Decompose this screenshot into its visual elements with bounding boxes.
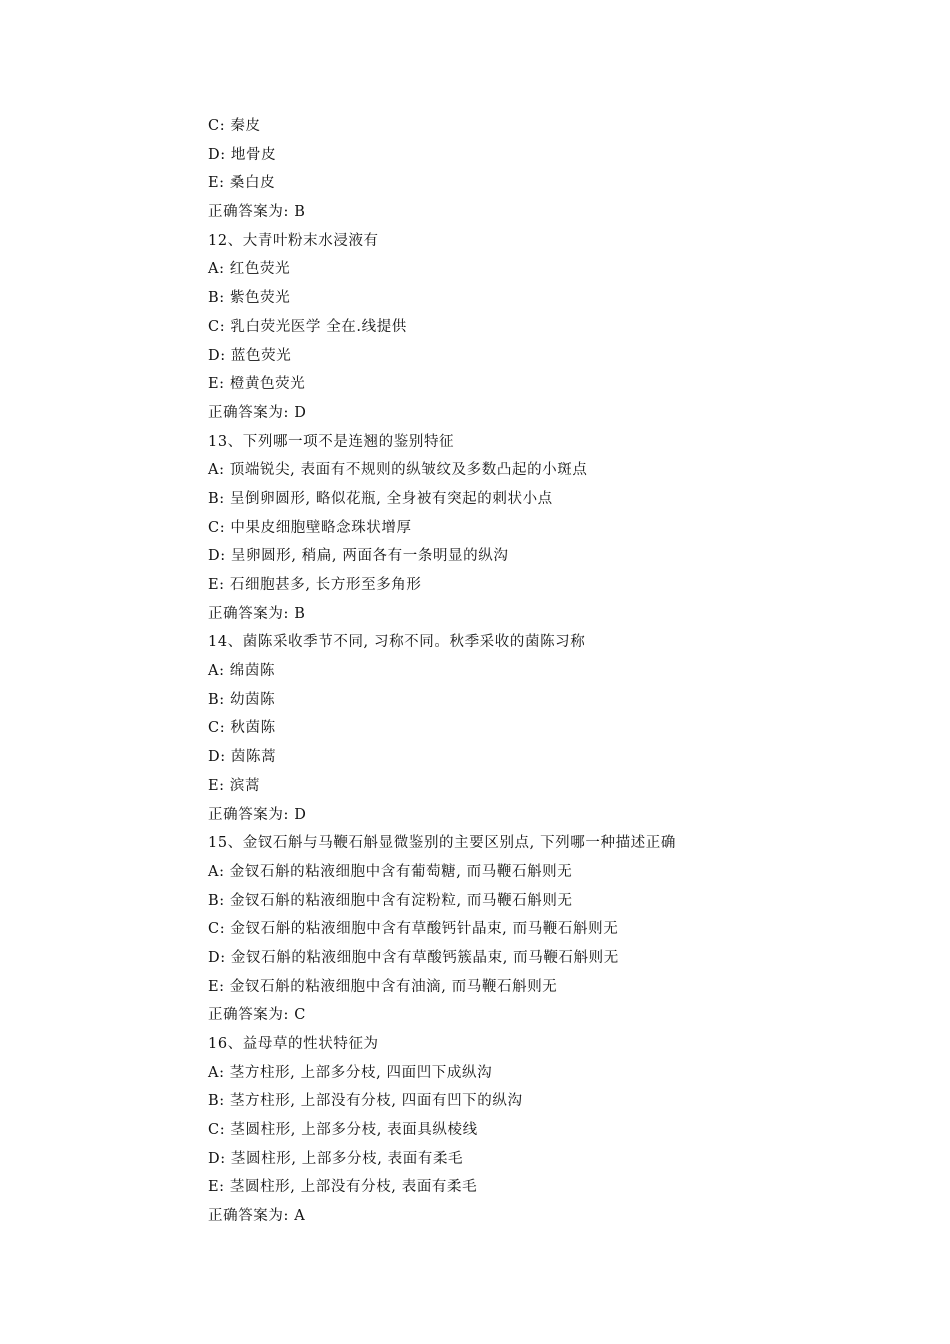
option-d: D: 呈卵圆形, 稍扁, 两面各有一条明显的纵沟: [208, 548, 509, 565]
correct-answer: 正确答案为: B: [208, 204, 306, 221]
question-text: 16、益母草的性状特征为: [208, 1036, 379, 1052]
option-a: A: 红色荧光: [208, 261, 291, 278]
option-c: C: 金钗石斛的粘液细胞中含有草酸钙针晶束, 而马鞭石斛则无: [208, 921, 619, 938]
option-a: A: 绵茵陈: [208, 663, 276, 680]
question-block-15: [208, 829, 828, 1030]
question-block-11-continued: [208, 112, 828, 227]
option-b: B: 幼茵陈: [208, 691, 276, 708]
option-e: E: 金钗石斛的粘液细胞中含有油滴, 而马鞭石斛则无: [208, 978, 558, 995]
option-e: E: 石细胞甚多, 长方形至多角形: [208, 577, 422, 593]
option-a: A: 金钗石斛的粘液细胞中含有葡萄糖, 而马鞭石斛则无: [208, 863, 573, 880]
option-c: C: 茎圆柱形, 上部多分枝, 表面具纵棱线: [208, 1122, 478, 1139]
option-a: A: 顶端锐尖, 表面有不规则的纵皱纹及多数凸起的小斑点: [208, 462, 588, 479]
question-block-13: [208, 428, 828, 629]
document-page: [208, 112, 828, 1231]
correct-answer: 正确答案为: C: [208, 1007, 306, 1024]
question-block-12: [208, 227, 828, 428]
option-e: E: 滨蒿: [208, 777, 261, 794]
option-d: D: 蓝色荧光: [208, 347, 292, 364]
question-text: 15、金钗石斛与马鞭石斛显微鉴别的主要区别点, 下列哪一种描述正确: [208, 835, 676, 852]
question-text: 13、下列哪一项不是连翘的鉴别特征: [208, 433, 455, 450]
option-e: E: 茎圆柱形, 上部没有分枝, 表面有柔毛: [208, 1179, 478, 1196]
option-d: D: 地骨皮: [208, 146, 277, 163]
option-c: C: 乳白荧光医学 全在.线提供: [208, 318, 407, 335]
correct-answer: 正确答案为: B: [208, 605, 306, 622]
question-block-16: [208, 1030, 828, 1231]
option-e: E: 橙黄色荧光: [208, 376, 306, 393]
option-c: C: 中果皮细胞壁略念珠状增厚: [208, 519, 412, 536]
option-e: E: 桑白皮: [208, 175, 276, 192]
correct-answer: 正确答案为: D: [208, 806, 307, 823]
option-a: A: 茎方柱形, 上部多分枝, 四面凹下成纵沟: [208, 1064, 493, 1081]
option-b: B: 呈倒卵圆形, 略似花瓶, 全身被有突起的刺状小点: [208, 490, 553, 507]
option-c: C: 秦皮: [208, 118, 261, 134]
option-b: B: 茎方柱形, 上部没有分枝, 四面有凹下的纵沟: [208, 1093, 523, 1110]
question-text: 12、大青叶粉末水浸液有: [208, 232, 379, 249]
option-c: C: 秋茵陈: [208, 720, 276, 737]
option-d: D: 金钗石斛的粘液细胞中含有草酸钙簇晶束, 而马鞭石斛则无: [208, 949, 619, 966]
option-d: D: 茎圆柱形, 上部多分枝, 表面有柔毛: [208, 1150, 464, 1167]
option-d: D: 茵陈蒿: [208, 749, 277, 766]
option-b: B: 紫色荧光: [208, 290, 291, 307]
question-text: 14、菌陈采收季节不同, 习称不同。秋季采收的菌陈习称: [208, 634, 586, 651]
question-block-14: [208, 628, 828, 829]
option-b: B: 金钗石斛的粘液细胞中含有淀粉粒, 而马鞭石斛则无: [208, 892, 573, 909]
correct-answer: 正确答案为: D: [208, 404, 307, 421]
correct-answer: 正确答案为: A: [208, 1208, 306, 1225]
